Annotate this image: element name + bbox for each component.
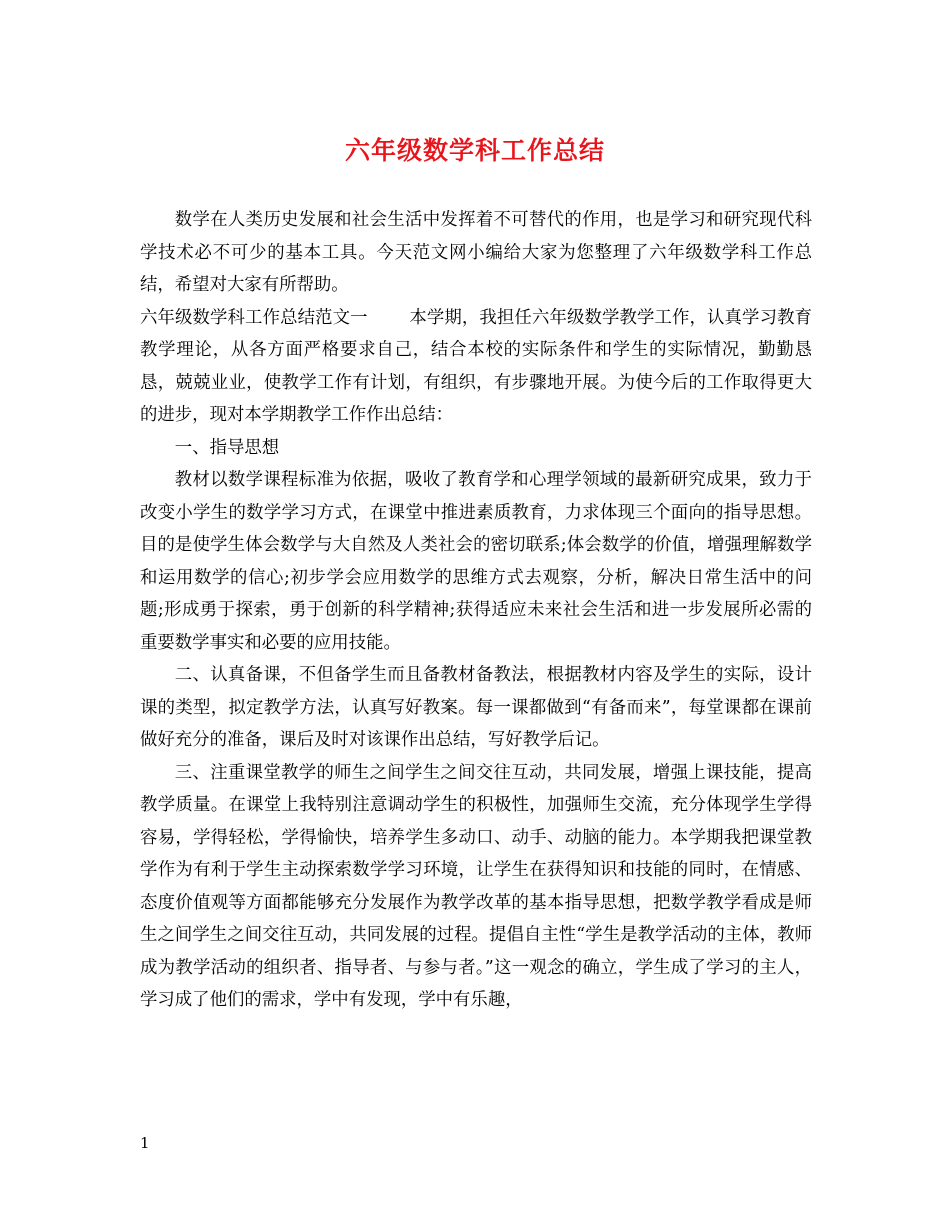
- page-number: 1: [140, 1134, 150, 1152]
- section1-heading: 一、指导思想: [174, 437, 280, 458]
- sample-paragraph: [140, 302, 812, 432]
- section1-paragraph: 教材以数学课程标准为依据，吸收了教育学和心理学领域的最新研究成果，致力于改变小学生的数学学习方式，在课堂中推进素质教育，力求体现三个面向的指导思想。目的是使学生体会数学与大自然及人类社会的密切联系;体会数学的价值，增强理解数学和运用数学的信心;初步学会应用数学的思维方式去观察，分析，解决日常生活中的问题;形成勇于探索，勇于创新的科学精神;获得适应未来社会生活和进一步发展所必需的重要数学事实和必要的应用技能。: [140, 470, 812, 653]
- section3-paragraph: 三、注重课堂教学的师生之间学生之间交往互动，共同发展，增强上课技能，提高教学质量。在课堂上我特别注意调动学生的积极性，加强师生交流，充分体现学生学得容易，学得轻松，学得愉快，培养学生多动口、动手、动脑的能力。本学期我把课堂教学作为有利于学生主动探索数学学习环境，让学生在获得知识和技能的同时，在情感、态度价值观等方面都能够充分发展作为教学改革的基本指导思想，把数学教学看成是师生之间学生之间交往互动，共同发展的过程。提倡自主性“学生是教学活动的主体，教师成为教学活动的组织者、指导者、与参与者。”这一观念的确立，学生成了学习的主人，学习成了他们的需求，学中有发现，学中有乐趣，: [140, 762, 812, 1010]
- document-title: 六年级数学科工作总结: [344, 136, 605, 165]
- document-body: [140, 204, 812, 1017]
- section2-paragraph: 二、认真备课，不但备学生而且备教材备教法，根据教材内容及学生的实际，设计课的类型，拟定教学方法，认真写好教案。每一课都做到“有备而来”，每堂课都在课前做好充分的准备，课后及时对该课作出总结，写好教学后记。: [140, 665, 812, 750]
- sample-intro-text: 本学期，我担任六年级数学教学工作，认真学习教育教学理论，从各方面严格要求自己，结合本校的实际条件和学生的实际情况，勤勤恳恳，兢兢业业，使教学工作有计划，有组织，有步骤地开展。为使今后的工作取得更大的进步，现对本学期教学工作作出总结：: [140, 307, 812, 425]
- sample-heading: 六年级数学科工作总结范文一: [140, 307, 368, 328]
- intro-paragraph: 数学在人类历史发展和社会生活中发挥着不可替代的作用，也是学习和研究现代科学技术必不可少的基本工具。今天范文网小编给大家为您整理了六年级数学科工作总结，希望对大家有所帮助。: [140, 210, 812, 295]
